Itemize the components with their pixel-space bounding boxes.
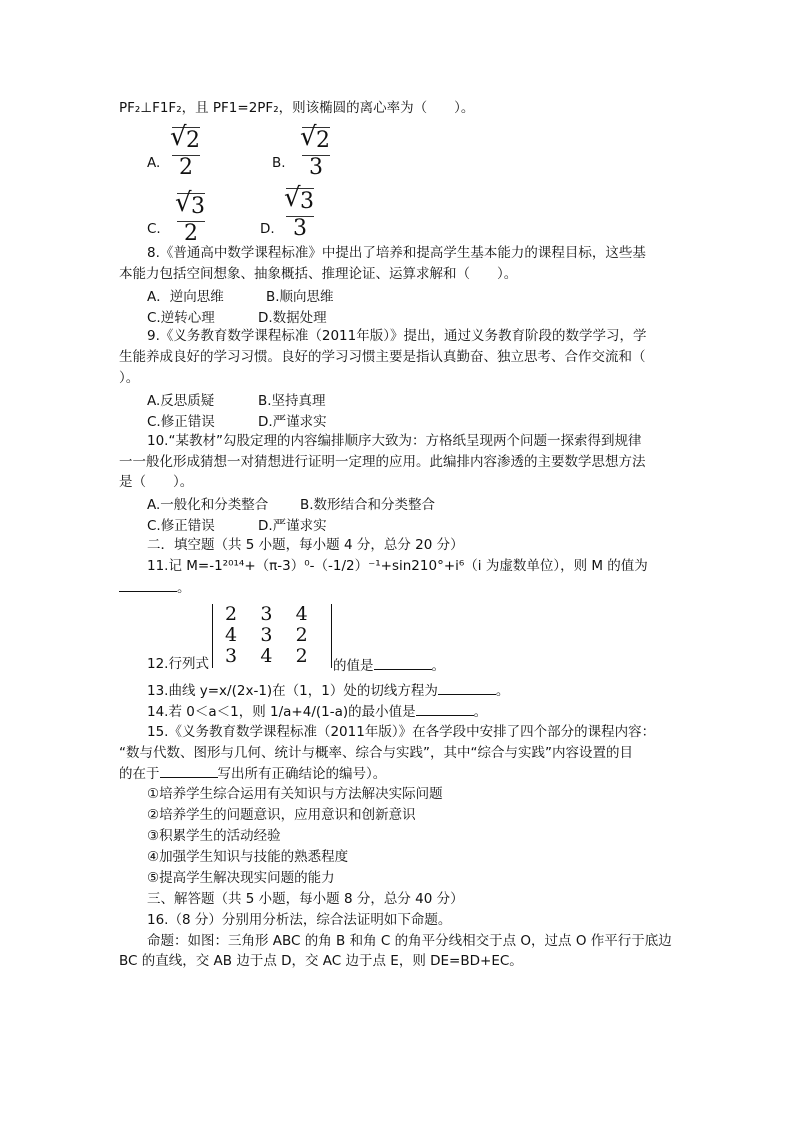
q13-line bbox=[147, 680, 509, 701]
det-cell: 4 bbox=[295, 603, 308, 625]
q9-stem-line2: 生能养成良好的学习习惯。良好的学习习惯主要是指认真勤奋、独立思考、合作交流和（ bbox=[119, 349, 646, 365]
q7-option-b-fraction bbox=[302, 127, 330, 180]
q8-option-b: B.顺向思维 bbox=[266, 289, 334, 305]
q7-option-b-denominator: 3 bbox=[309, 155, 323, 180]
q16-stem-line3: BC 的直线，交 AB 边于点 D，交 AC 边于点 E，则 DE=BD+EC。 bbox=[119, 953, 523, 969]
q15-item-1: ①培养学生综合运用有关知识与方法解决实际问题 bbox=[147, 786, 443, 802]
q13-text: 13.曲线 y=x/(2x-1)在（1，1）处的切线方程为 bbox=[147, 683, 438, 699]
q8-option-d: D.数据处理 bbox=[258, 310, 327, 326]
q7-option-a-fraction bbox=[172, 127, 200, 180]
q15-line3-end: 写出所有正确结论的编号）。 bbox=[217, 766, 387, 782]
det-cell: 4 bbox=[260, 645, 273, 667]
det-cell: 2 bbox=[295, 624, 308, 646]
q15-item-4: ④加强学生知识与技能的熟悉程度 bbox=[147, 849, 349, 865]
q8-stem-line2: 本能力包括空间想象、抽象概括、推理论证、运算求解和（ ）。 bbox=[119, 266, 518, 282]
q8-option-a: A．逆向思维 bbox=[147, 289, 224, 305]
q10-option-d: D.严谨求实 bbox=[258, 518, 327, 534]
q15-stem-line2: “数与代数、图形与几何、统计与概率、综合与实践”，其中“综合与实践”内容设置的目 bbox=[119, 745, 633, 761]
q12-suffix: 的值是 bbox=[333, 658, 374, 674]
q15-stem-line1: 15.《义务教育数学课程标准（2011年版）》在各学段中安排了四个部分的课程内容： bbox=[147, 724, 656, 740]
q15-item-3: ③积累学生的活动经验 bbox=[147, 828, 281, 844]
q7-option-c-denominator: 2 bbox=[184, 221, 198, 246]
q12-answer-blank[interactable] bbox=[374, 655, 432, 670]
q15-line3-start: 的在于 bbox=[119, 766, 160, 782]
q7-option-a-numerator: √ 2 bbox=[172, 127, 200, 153]
q7-option-d-label: D. bbox=[260, 221, 275, 237]
q7-option-d-fraction bbox=[286, 188, 314, 241]
q15-item-5: ⑤提高学生解决现实问题的能力 bbox=[147, 870, 335, 886]
q10-option-b: B.数形结合和分类整合 bbox=[300, 497, 436, 513]
det-cell: 2 bbox=[225, 603, 238, 625]
q9-stem-line3: ）。 bbox=[119, 370, 140, 386]
q11-answer-line bbox=[119, 577, 191, 598]
q8-option-c: C.逆转心理 bbox=[147, 310, 215, 326]
q10-stem-line1: 10.“某教材”勾股定理的内容编排顺序大致为：方格纸呈现两个问题一探索得到规律 bbox=[147, 433, 642, 449]
det-cell: 3 bbox=[260, 603, 273, 625]
det-cell: 4 bbox=[225, 624, 238, 646]
q9-option-b: B.坚持真理 bbox=[258, 393, 326, 409]
q7-option-c-numerator: √ 3 bbox=[177, 193, 205, 219]
q16-stem-line2: 命题：如图：三角形 ABC 的角 B 和角 C 的角平分线相交于点 O，过点 O 作平行于底边 bbox=[147, 933, 672, 949]
det-cell: 2 bbox=[295, 645, 308, 667]
q11-answer-blank[interactable] bbox=[119, 577, 177, 592]
q13-end: 。 bbox=[495, 683, 510, 699]
det-cell: 3 bbox=[225, 645, 238, 667]
q7-stem-tail: PF₂⊥F1F₂，且 PF1=2PF₂，则该椭圆的离心率为（ ）。 bbox=[119, 100, 475, 116]
q14-text: 14.若 0＜a＜1，则 1/a+4/(1-a)的最小值是 bbox=[147, 704, 416, 720]
q10-option-c: C.修正错误 bbox=[147, 518, 215, 534]
q7-option-d-numerator: √ 3 bbox=[286, 188, 314, 214]
q7-option-d-denominator: 3 bbox=[293, 216, 307, 241]
q14-answer-blank[interactable] bbox=[416, 701, 474, 716]
q9-stem-line1: 9.《义务教育数学课程标准（2011年版）》提出，通过义务教育阶段的数学学习，学 bbox=[147, 328, 647, 344]
q16-stem-line1: 16.（8 分）分别用分析法，综合法证明如下命题。 bbox=[147, 912, 452, 928]
q7-option-a-denominator: 2 bbox=[179, 155, 193, 180]
q7-option-c-fraction bbox=[177, 193, 205, 246]
det-cell: 3 bbox=[260, 624, 273, 646]
q12-prefix: 12.行列式 bbox=[147, 656, 209, 672]
q11-end: 。 bbox=[177, 580, 191, 596]
q10-stem-line3: 是（ ）。 bbox=[119, 474, 194, 490]
q11-stem-line1: 11.记 M=-1²⁰¹⁴+（π-3）⁰-（-1/2）⁻¹+sin210°+i⁶（i 为虚数单位），则 M 的值为 bbox=[147, 558, 648, 574]
q9-option-c: C.修正错误 bbox=[147, 414, 215, 430]
q9-option-a: A.反思质疑 bbox=[147, 393, 215, 409]
q14-end: 。 bbox=[473, 704, 488, 720]
section-3-heading: 三、解答题（共 5 小题，每小题 8 分，总分 40 分） bbox=[147, 891, 464, 907]
q12-suffix-line bbox=[333, 654, 445, 674]
q12-end: 。 bbox=[431, 658, 445, 674]
q12-determinant bbox=[212, 604, 332, 668]
q13-answer-blank[interactable] bbox=[438, 680, 496, 695]
q8-stem-line1: 8.《普通高中数学课程标准》中提出了培养和提高学生基本能力的课程目标，这些基 bbox=[147, 245, 646, 261]
section-2-heading: 二．填空题（共 5 小题，每小题 4 分，总分 20 分） bbox=[147, 537, 464, 553]
q7-option-c-label: C. bbox=[147, 221, 161, 237]
q7-option-a-label: A. bbox=[147, 155, 161, 171]
q15-answer-blank[interactable] bbox=[160, 763, 218, 778]
q10-stem-line2: 一一般化形成猜想一对猜想进行证明一定理的应用。此编排内容渗透的主要数学思想方法 bbox=[119, 454, 646, 470]
q7-option-b-numerator: √ 2 bbox=[302, 127, 330, 153]
q14-line bbox=[147, 701, 487, 722]
q7-option-b-label: B. bbox=[272, 155, 286, 171]
q9-option-d: D.严谨求实 bbox=[258, 414, 327, 430]
q15-stem-line3 bbox=[119, 763, 386, 784]
q10-option-a: A.一般化和分类整合 bbox=[147, 497, 269, 513]
q15-item-2: ②培养学生的问题意识，应用意识和创新意识 bbox=[147, 807, 416, 823]
